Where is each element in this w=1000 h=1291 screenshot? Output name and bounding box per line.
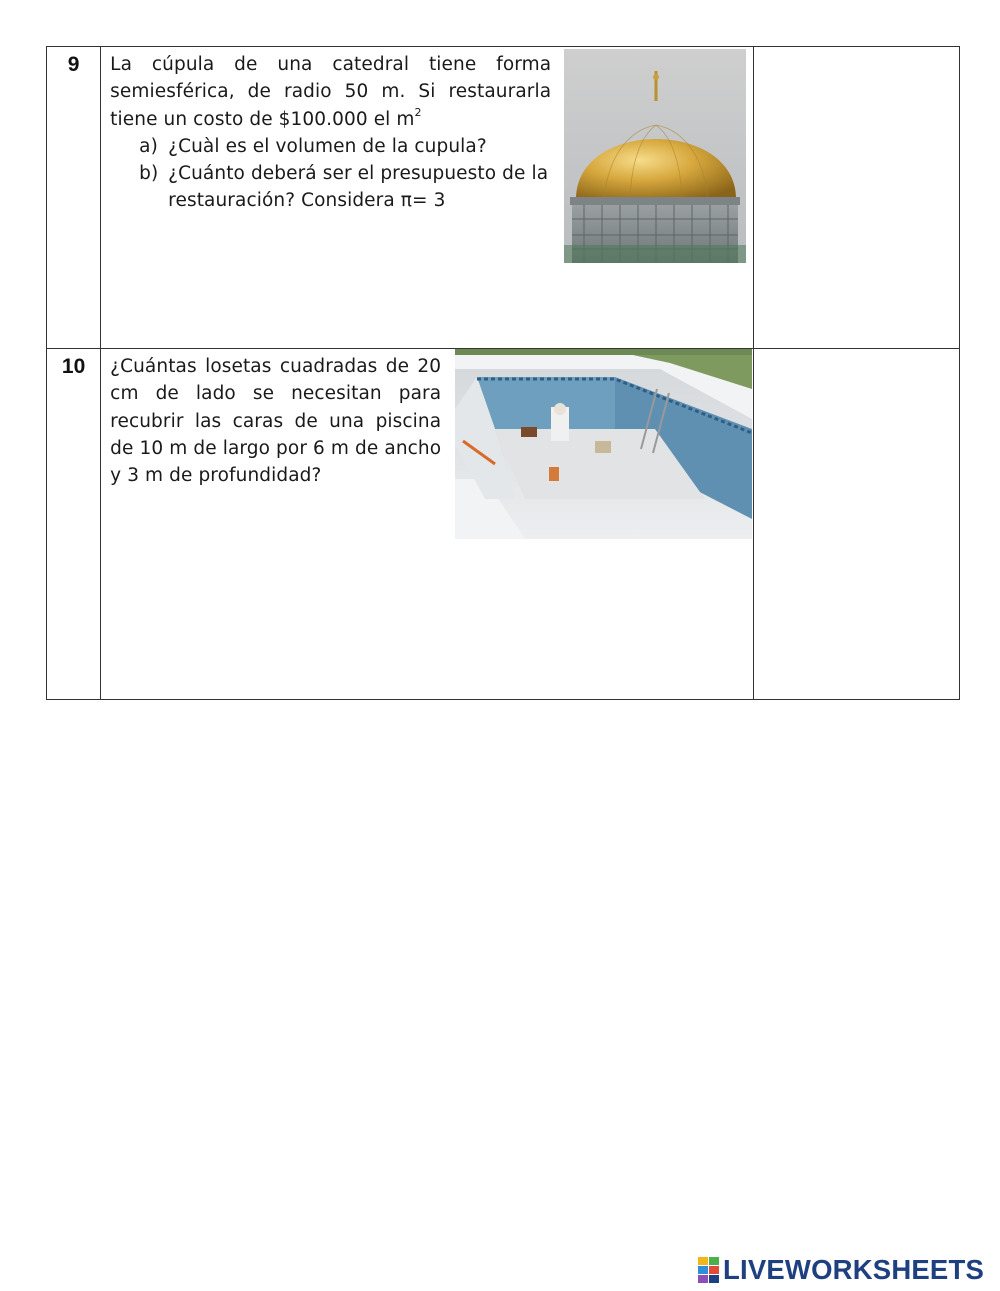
answer-cell[interactable] xyxy=(754,349,960,700)
pool-image xyxy=(455,349,752,539)
worksheet-table xyxy=(46,46,960,700)
option-label: b) xyxy=(139,163,159,185)
question-number: 10 xyxy=(61,355,86,378)
question-cell xyxy=(101,349,754,700)
superscript: 2 xyxy=(414,105,422,119)
answer-cell[interactable] xyxy=(754,47,960,349)
option-b xyxy=(110,160,551,215)
question-text: La cúpula de una catedral tiene forma semiesférica, de radio 50 m. Si restaurarla tiene un costo de $100.000 el m xyxy=(110,54,552,130)
question-text-block xyxy=(110,51,551,215)
liveworksheets-logo xyxy=(698,1254,984,1286)
question-text: ¿Cuántas losetas cuadradas de 20 cm de lado se necesitan para recubrir las caras de una piscina de 10 m de largo por 6 m de ancho y 3 m de profundidad? xyxy=(110,356,442,487)
question-text-block xyxy=(110,353,441,489)
question-row-9 xyxy=(47,47,960,349)
question-number-cell xyxy=(47,47,101,349)
question-row-10 xyxy=(47,349,960,700)
question-cell xyxy=(101,47,754,349)
question-number: 9 xyxy=(67,53,80,76)
logo-text: LIVEWORKSHEETS xyxy=(723,1254,985,1285)
question-number-cell xyxy=(47,349,101,700)
option-label: a) xyxy=(139,135,158,157)
golden-dome-image xyxy=(564,49,746,263)
option-text: ¿Cuánto deberá ser el presupuesto de la restauración? Considera π= 3 xyxy=(168,163,549,212)
option-text: ¿Cuàl es el volumen de la cupula? xyxy=(168,135,487,157)
liveworksheets-logo-icon xyxy=(698,1255,720,1285)
option-a xyxy=(110,133,551,160)
